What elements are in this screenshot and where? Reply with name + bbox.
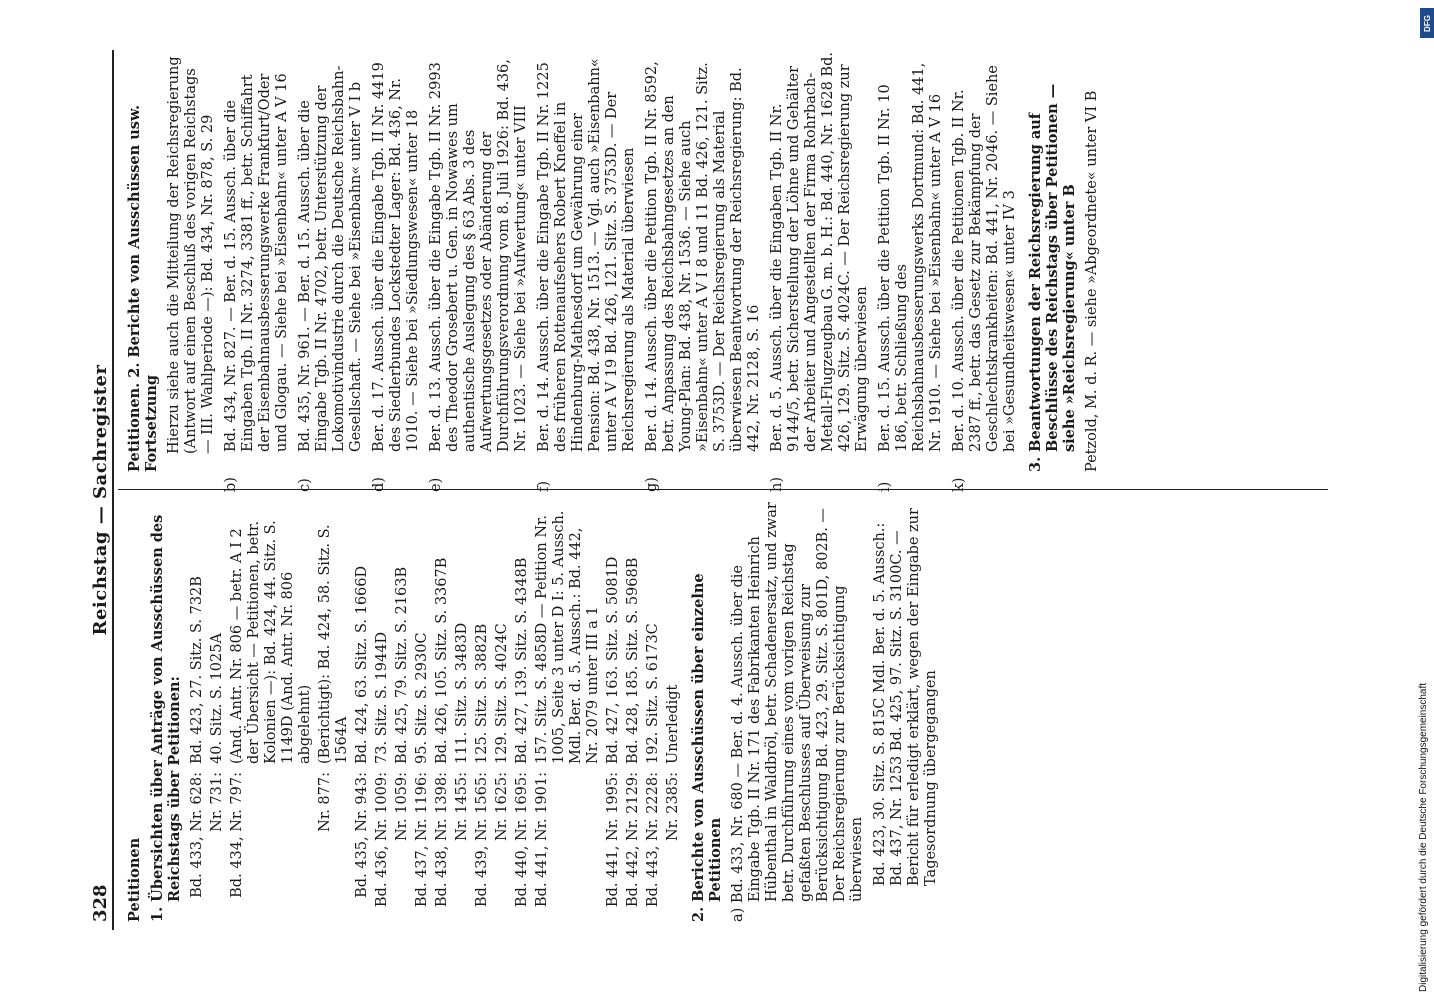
list-item — [297, 52, 365, 492]
section-title: Petitionen — [126, 837, 143, 922]
entry-location: Bd. 425, 79. Sitz. S. 2163B — [394, 566, 410, 764]
section-2-item-a: a) Bd. 433, Nr. 680 — Ber. d. 4. Aussch. über die Eingabe Tgb. II Nr. 171 des Fabrikanten Heinrich Hübenthal in Waldbröl, betr. Schadenersatz, und zwar betr. Durchführung eines vom vorigen Reichstag gefaßten Beschlusses auf Überweisung zur Berücksichtigung Bd. 423, 29. Sitz. S. 801D, 802B. — Der Reichsregierung zur Berücksichtigung überwiesen — [730, 502, 865, 922]
list-item — [394, 502, 411, 922]
list-item — [428, 52, 530, 492]
list-item — [605, 502, 622, 922]
entry-ref: Bd. 443, Nr. 2228: — [645, 772, 661, 908]
list-item — [374, 502, 391, 922]
item-label: b) — [223, 477, 239, 492]
item-text: Ber. d. 13. Aussch. über die Eingabe Tgb. II Nr. 2993 des Theodor Grosebert u. Gen. in Nowawes um authentische Auslegung des § 63 Abs. 3 des Aufwertungsgesetzes oder Abänderung der Durchführungsverordnung vom 8. Juli 1926: Bd. 436, Nr. 1023. — Siehe bei »Aufwertung« unter VIII — [428, 59, 529, 452]
item-text: Ber. d. 14. Aussch. über die Eingabe Tgb. II Nr. 1225 des früheren Rottenaufsehers Robert Kneffel in Hindenburg-Mathesdorf um Gewährung einer Pension: Bd. 438, Nr. 1513. — Vgl. auch »Eisenbahn« unter A V 19 Bd. 426, 121. Sitz. S. 3753D. — Der Reichsregierung als Material überwiesen — [536, 58, 637, 452]
list-item — [223, 52, 291, 492]
item-label: c) — [297, 478, 313, 492]
page-number: 328 — [90, 884, 111, 922]
section-1-list — [189, 502, 682, 922]
petzold-entry: Petzold, M. d. R. — siehe »Abgeordnete« unter VI B — [1084, 90, 1100, 472]
list-item — [645, 502, 662, 922]
right-column — [126, 52, 1107, 492]
list-item — [877, 52, 945, 492]
entry-location: 111. Sitz. S. 3483D — [454, 622, 470, 764]
dfg-logo: DFG — [1420, 8, 1434, 38]
entry-ref: Bd. 434, Nr. 797: — [229, 772, 245, 898]
list-item — [474, 502, 491, 922]
list-item — [434, 502, 451, 922]
item-text: Ber. d. 10. Aussch. über die Petitionen Tgb. II Nr. 2387 ff., betr. das Gesetz zur Bekämpfung der Geschlechtskrankheiten: Bd. 441, Nr. 2046. — Siehe bei »Gesundheitswesen« unter IV 3 — [951, 65, 1018, 452]
header-rule — [112, 50, 114, 930]
item-label: f) — [536, 480, 552, 492]
entry-location: Bd. 428, 185. Sitz. S. 5968B — [625, 557, 641, 764]
entry-ref: Nr. 1455: — [454, 772, 470, 842]
entry-ref: Nr. 1625: — [494, 772, 510, 842]
entry-location: 157. Sitz. S. 4858D — Petition Nr. 1005, Seite 3 unter D I: 5. Aussch. Mdl. Ber. d. 5. Aussch.: Bd. 442, Nr. 2079 unter III a 1 — [534, 510, 601, 764]
entry-location: 125. Sitz. S. 3882B — [474, 623, 490, 764]
entry-ref: Bd. 438, Nr. 1398: — [434, 772, 450, 908]
item-label: g) — [644, 477, 660, 492]
intro-note: Hierzu siehe auch die Mitteilung der Reichsregierung (Antwort auf einen Beschluß des vorigen Reichstags — III. Wahlperiode —): Bd. 434, Nr. 878, S. 29 — [166, 56, 216, 454]
item-text: Ber. d. 17. Aussch. über die Eingabe Tgb. II Nr. 4419 des Siedlerbundes Lockstedter Lager: Bd. 436, Nr. 1010. — Siehe bei »Siedlungswesen« unter 18 — [371, 62, 421, 452]
entry-location: (Berichtigt): Bd. 424, 58. Sitz. S. 1564A — [317, 524, 350, 764]
entry-ref: Bd. 435, Nr. 943: — [354, 772, 370, 898]
entry-ref: Nr. 731: — [209, 772, 225, 832]
item-label: e) — [428, 477, 444, 492]
item-text: Bd. 434, Nr. 827. — Ber. d. 15. Aussch. über die Eingaben Tgb. II Nr. 3274, 3381 ff., betr. Schiffahrt der Eisenbahnausbesserungswerke Frankfurt/Oder und Glogau. — Siehe bei »Eisenbahn« unter A V 16 — [223, 73, 290, 452]
entry-location: 40. Sitz. S. 1025A — [209, 633, 225, 764]
left-column — [126, 502, 946, 922]
item-text: Ber. d. 5. Aussch. über die Eingaben Tgb. II Nr. 9144/5, betr. Sicherstellung der Löhne und Gehälter der Arbeiter und Angestellten der Firma Rohrbach-Metall-Flugzeugbau G. m. b. H.: Bd. 440, Nr. 1628 Bd. 426, 129. Sitz. S. 4024C. — Der Reichsregierung zur Erwägung überwiesen — [769, 52, 870, 452]
entry-location: Bd. 426, 105. Sitz. S. 3367B — [434, 557, 450, 764]
continuation-heading: Petitionen. 2. Berichte von Ausschüssen usw. Fortsetzung — [126, 104, 160, 472]
list-item — [229, 502, 314, 922]
running-head: Reichstag — Sachregister — [90, 364, 111, 636]
entry-ref: Bd. 440, Nr. 1695: — [514, 772, 530, 908]
entry-ref: Nr. 2385: — [665, 772, 681, 842]
entry-location: (And. Antr. Nr. 806 — betr. A I 2 der Übersicht — Petitionen, betr. Kolonien —): Bd. 424, 44. Sitz. S. 1149D (And. Antr. Nr. 806 abgelehnt) — [229, 520, 313, 764]
item-label: k) — [951, 477, 967, 492]
entry-location: Bd. 427, 139. Sitz. S. 4348B — [514, 557, 530, 764]
entry-ref: Nr. 1059: — [394, 772, 410, 842]
item-text: Ber. d. 14. Aussch. über die Petition Tgb. II Nr. 8592, betr. Anpassung des Reichsbahngesetzes an den Young-Plan: Bd. 438, Nr. 1536. — Siehe auch »Eisenbahn« unter A V I 8 und 11 Bd. 426, 121. Sitz. S. 3753D. — Der Reichsregierung als Material überwiesen Beantwortung der Reichsregierung: Bd. 442, Nr. 2128, S. 16 — [644, 61, 762, 452]
entry-location: 192. Sitz. S. 6173C — [645, 623, 661, 764]
entry-ref: Bd. 441, Nr. 1901: — [534, 772, 550, 908]
entry-ref: Bd. 436, Nr. 1009: — [374, 772, 390, 908]
entry-ref: Nr. 877: — [317, 772, 333, 832]
entry-ref: Bd. 439, Nr. 1565: — [474, 772, 490, 908]
entry-location: 129. Sitz. S. 4024C — [494, 623, 510, 764]
report-list — [223, 52, 1019, 492]
list-item — [625, 502, 642, 922]
list-item — [414, 502, 431, 922]
list-item — [209, 502, 226, 922]
list-item — [536, 52, 638, 492]
list-item — [354, 502, 371, 922]
entry-location: Bd. 427, 163. Sitz. S. 5081D — [605, 556, 621, 764]
entry-ref: Bd. 441, Nr. 1995: — [605, 772, 621, 908]
entry-ref: Bd. 437, Nr. 1196: — [414, 772, 430, 908]
entry-location: Bd. 423, 27. Sitz. S. 732B — [189, 576, 205, 764]
item-text: Ber. d. 15. Aussch. über die Petition Tgb. II Nr. 10 186, betr. Schließung des Reichsbahnausbesserungswerks Dortmund: Bd. 441, Nr. 1910. — Siehe bei »Eisenbahn« unter A V 16 — [877, 62, 944, 452]
list-item — [454, 502, 471, 922]
list-item — [644, 52, 763, 492]
entry-location: Unerledigt — [665, 684, 681, 764]
item-label: i) — [877, 481, 893, 492]
list-item — [769, 52, 871, 492]
entry-ref: Bd. 442, Nr. 2129: — [625, 772, 641, 908]
item-label: d) — [371, 477, 387, 492]
list-item — [951, 52, 1019, 492]
list-item — [371, 52, 422, 492]
list-item — [189, 502, 206, 922]
entry-location: 73. Sitz. S. 1944D — [374, 631, 390, 764]
digitization-credit: Digitalisierung gefördert durch die Deutsche Forschungsgemeinschaft — [1418, 682, 1429, 992]
item-label: h) — [769, 477, 785, 492]
entry-ref: Bd. 433, Nr. 628: — [189, 772, 205, 898]
list-item — [534, 502, 602, 922]
item-text: Bd. 435, Nr. 961. — Ber. d. 15. Aussch. über die Eingabe Tgb. II Nr. 4702, betr. Unterstützung der Lokomotivindustrie durch die Deutsche Reichsbahn-Gesellschaft. — Siehe bei »Eisenbahn« unter V I b — [297, 65, 364, 452]
section-1-heading: 1. Übersichten über Anträge von Ausschüssen des Reichstags über Petitionen: — [149, 514, 183, 922]
entry-location: 95. Sitz. S. 2930C — [414, 632, 430, 764]
section-2-item-a-tail: Bd. 423, 30. Sitz. S. 815C Mdl. Ber. d. 5. Aussch.: Bd. 437, Nr. 1253 Bd. 425, 97. Sitz. S. 3100C. — Bericht für erledigt erklärt, wegen der Eingabe zur Tagesordnung übergegangen — [872, 508, 939, 886]
list-item — [317, 502, 351, 922]
list-item — [494, 502, 511, 922]
entry-location: Bd. 424, 63. Sitz. S. 1666D — [354, 565, 370, 764]
section-2-heading: 2. Berichte von Ausschüssen über einzelne Petitionen — [690, 573, 724, 922]
list-item — [514, 502, 531, 922]
list-item — [665, 502, 682, 922]
section-3: 3. Beantwortungen der Reichsregierung auf Beschlüsse des Reichstags über Petitionen — siehe »Reichsregierung« unter B — [1027, 83, 1078, 472]
